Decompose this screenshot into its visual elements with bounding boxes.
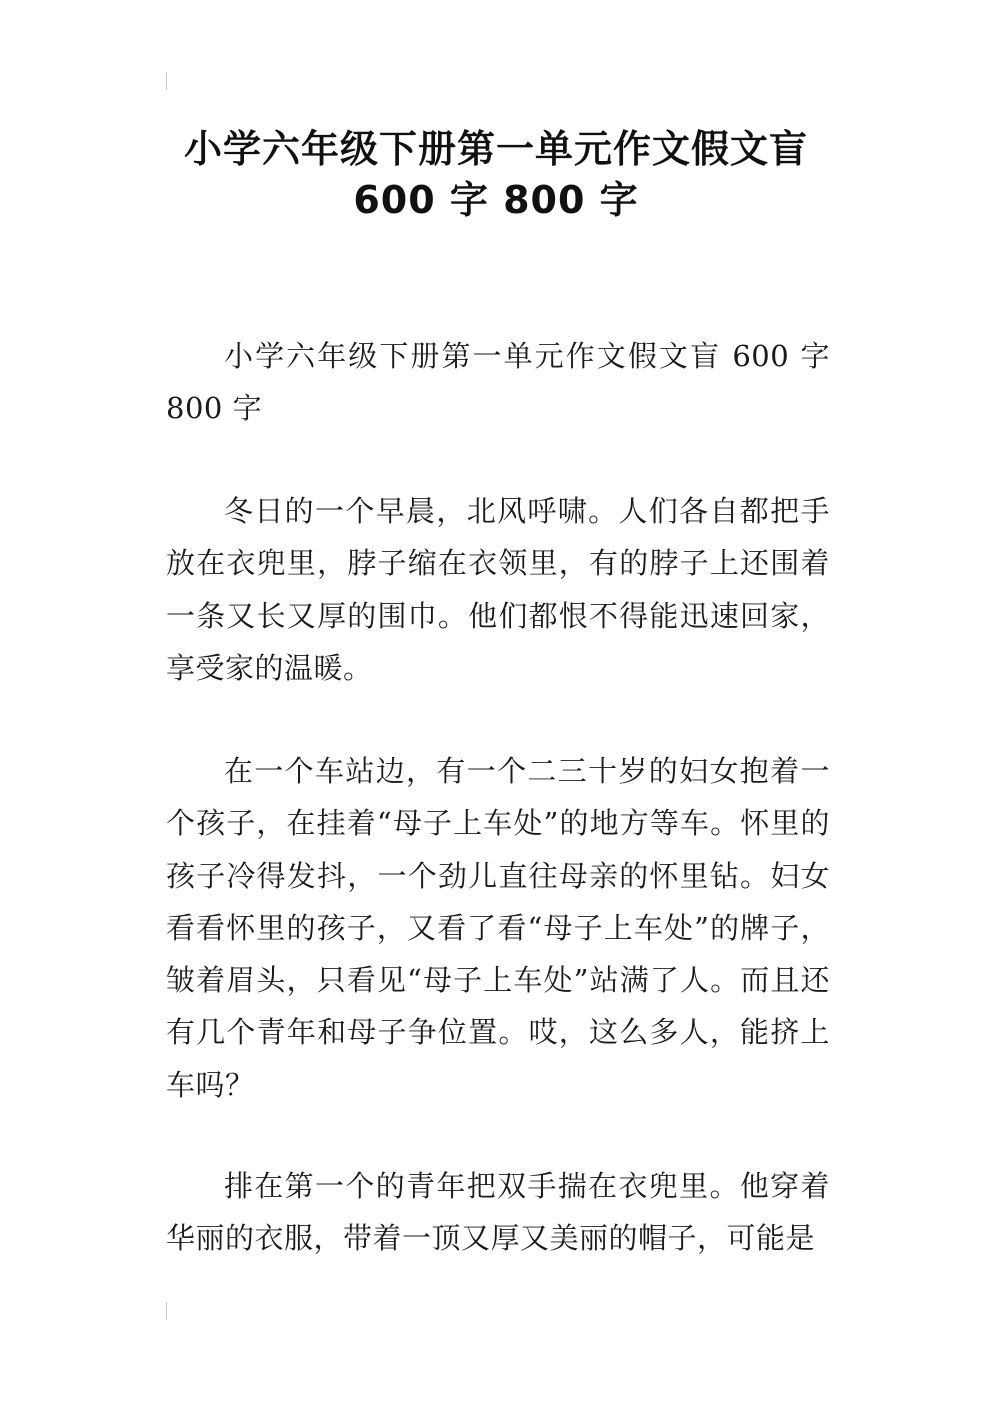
paragraph-winter-morning: 冬日的一个早晨，北风呼啸。人们各自都把手放在衣兜里，脖子缩在衣领里，有的脖子上还围着一条又长又厚的围巾。他们都恨不得能迅速回家，享受家的温暖。 bbox=[166, 494, 830, 685]
paragraph-heading-repeat: 小学六年级下册第一单元作文假文盲 600 字 800 字 bbox=[166, 339, 830, 426]
paragraph-first-youth: 排在第一个的青年把双手揣在衣兜里。他穿着华丽的衣服，带着一顶又厚又美丽的帽子，可能是 bbox=[166, 1169, 830, 1256]
page-corner-mark-top bbox=[166, 72, 167, 90]
paragraph-bus-stop: 在一个车站边，有一个二三十岁的妇女抱着一个孩子，在挂着“母子上车处”的地方等车。怀里的孩子冷得发抖，一个劲儿直往母亲的怀里钻。妇女看看怀里的孩子，又看了看“母子上车处”的牌子，皱着眉头，只看见“母子上车处”站满了人。而且还有几个青年和母子争位置。哎，这么多人，能挤上车吗？ bbox=[166, 754, 830, 1102]
page-corner-mark-bottom bbox=[166, 1302, 167, 1320]
document-title-line-2: 600 字 800 字 bbox=[353, 178, 639, 222]
document-title-line-1: 小学六年级下册第一单元作文假文盲 bbox=[183, 127, 808, 171]
